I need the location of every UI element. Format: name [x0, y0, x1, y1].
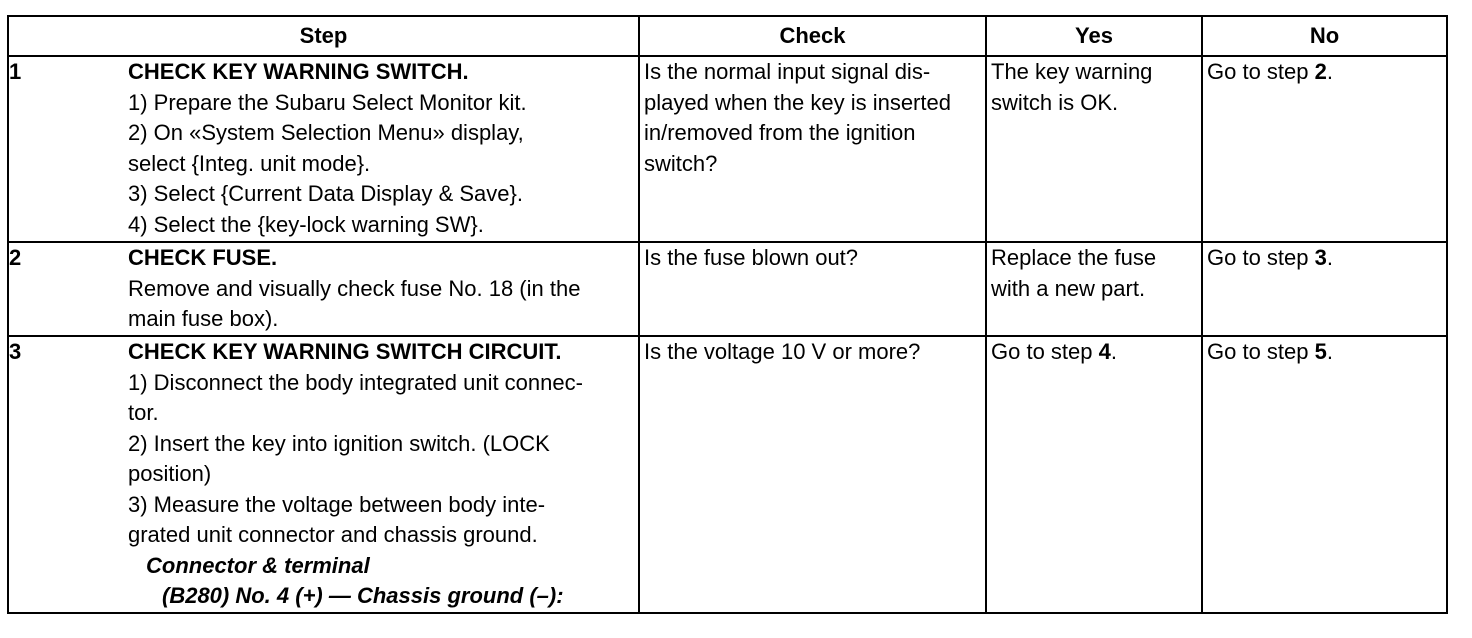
yes-step-number: 4: [1098, 339, 1111, 364]
diagnosis-table: [7, 15, 1448, 614]
no-step-number: 3: [1314, 245, 1327, 270]
yes-cell: [986, 56, 1202, 242]
step-line: grated unit connector and chassis ground.: [128, 522, 538, 547]
step-line: 2) On «System Selection Menu» display,: [128, 120, 524, 145]
step-line: 3) Select {Current Data Display & Save}.: [128, 181, 523, 206]
step-line: 4) Select the {key-lock warning SW}.: [128, 211, 484, 237]
no-step-number: 5: [1314, 339, 1327, 364]
no-suffix: .: [1326, 245, 1333, 270]
spec-label: Connector & terminal: [146, 552, 370, 578]
check-cell: [639, 56, 986, 242]
step-line: main fuse box).: [128, 306, 279, 331]
check-line: played when the key is inserted: [644, 89, 951, 115]
header-check: Check: [639, 16, 986, 56]
yes-cell: [986, 242, 1202, 336]
yes-prefix: Go to step: [991, 339, 1099, 364]
step-number: 2: [8, 242, 120, 336]
no-prefix: Go to step: [1207, 59, 1315, 84]
table-row: [8, 242, 1447, 336]
check-cell: [639, 242, 986, 336]
header-row: [8, 16, 1447, 56]
step-number: 1: [8, 56, 120, 242]
yes-suffix: .: [1110, 339, 1117, 364]
yes-cell: [986, 336, 1202, 613]
yes-line: with a new part.: [991, 275, 1146, 301]
spec-value: (B280) No. 4 (+) — Chassis ground (–):: [162, 583, 564, 608]
no-cell: [1202, 242, 1447, 336]
step-line: select {Integ. unit mode}.: [128, 150, 371, 176]
table-row: [8, 336, 1447, 613]
step-number: 3: [8, 336, 120, 613]
step-line: 3) Measure the voltage between body inte-: [128, 491, 546, 517]
no-suffix: .: [1326, 59, 1333, 84]
yes-line: The key warning: [991, 59, 1153, 84]
step-line: tor.: [128, 400, 159, 425]
no-cell: [1202, 336, 1447, 613]
check-cell: [639, 336, 986, 613]
no-step-number: 2: [1314, 59, 1327, 84]
check-line: in/removed from the ignition: [644, 120, 916, 145]
step-description: [120, 242, 639, 336]
step-title: CHECK KEY WARNING SWITCH.: [128, 59, 469, 84]
step-line: 1) Disconnect the body integrated unit connec-: [128, 369, 583, 395]
no-cell: [1202, 56, 1447, 242]
step-title: CHECK FUSE.: [128, 245, 278, 270]
check-line: Is the voltage 10 V or more?: [644, 339, 921, 364]
check-line: switch?: [644, 150, 718, 176]
step-line: 2) Insert the key into ignition switch. (LOCK: [128, 430, 550, 456]
step-description: [120, 336, 639, 613]
no-prefix: Go to step: [1207, 245, 1315, 270]
yes-line: Replace the fuse: [991, 245, 1157, 270]
step-line: position): [128, 461, 212, 486]
table-row: [8, 56, 1447, 242]
check-line: Is the normal input signal dis-: [644, 59, 931, 84]
header-no: No: [1202, 16, 1447, 56]
step-line: 1) Prepare the Subaru Select Monitor kit.: [128, 89, 527, 115]
yes-line: switch is OK.: [991, 89, 1119, 115]
step-line: Remove and visually check fuse No. 18 (in the: [128, 275, 581, 301]
no-prefix: Go to step: [1207, 339, 1315, 364]
header-step: Step: [8, 16, 639, 56]
check-line: Is the fuse blown out?: [644, 245, 859, 270]
step-description: [120, 56, 639, 242]
header-yes: Yes: [986, 16, 1202, 56]
step-title: CHECK KEY WARNING SWITCH CIRCUIT.: [128, 339, 562, 364]
no-suffix: .: [1326, 339, 1333, 364]
